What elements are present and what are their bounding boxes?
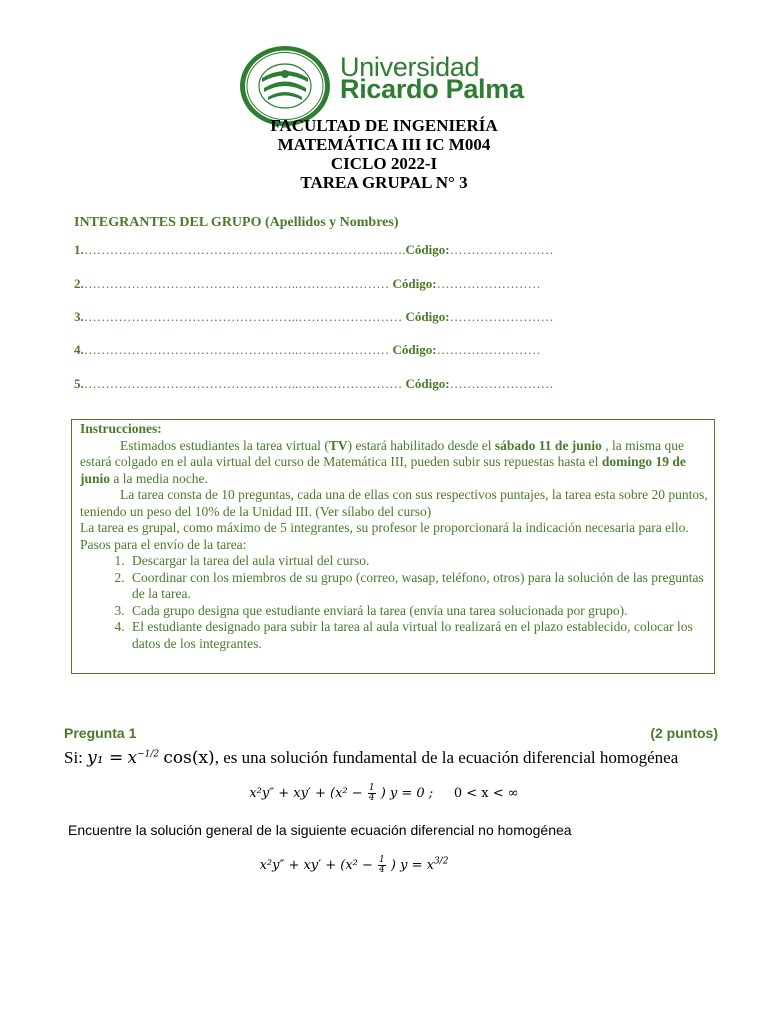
step-item: 1. Descargar la tarea del aula virtual del curso. — [128, 553, 708, 570]
university-name-line1: Universidad — [340, 52, 480, 82]
member-row[interactable] — [74, 342, 541, 358]
instructions-steps-heading: Pasos para el envío de la tarea: — [80, 536, 247, 552]
si-label: Si: — [64, 748, 83, 767]
fraction: $\frac{1}{4}$ — [379, 855, 385, 875]
faculty-title: FACULTAD DE INGENIERÍA — [270, 116, 498, 135]
member-number: 3. — [74, 309, 84, 324]
members-heading-text: INTEGRANTES DEL GRUPO — [74, 215, 262, 230]
step-item: 3. Cada grupo designa que estudiante enviará la tarea (envía una tarea solucionada por grupo). — [128, 603, 708, 620]
member-name-blank: …………………………………………..…………………… — [83, 376, 403, 391]
members-heading-note: (Apellidos y Nombres) — [264, 215, 399, 230]
y1-symbol: y₁ = — [87, 748, 124, 768]
member-code-label: Código: — [405, 309, 450, 324]
members-heading — [74, 215, 399, 231]
member-number: 2. — [74, 276, 84, 291]
member-code-blank: …………………… — [449, 309, 554, 324]
member-name-blank: ……………………………………………………………..…. — [83, 242, 406, 257]
fraction: $\frac{1}{4}$ — [368, 783, 375, 803]
question-prompt: Encuentre la solución general de la siguiente ecuación diferencial no homogénea — [68, 822, 572, 838]
member-name-blank: …………………………………………..…………………… — [83, 309, 403, 324]
step-item: 2. Coordinar con los miembros de su grupo (correo, wasap, teléfono, otros) para la solución de las preguntas de la tarea. — [128, 570, 708, 603]
member-number: 4. — [74, 342, 84, 357]
exponent: −1/2 — [137, 749, 160, 760]
x-symbol: x — [127, 748, 138, 768]
course-title: MATEMÁTICA III IC M004 — [277, 135, 491, 154]
member-number: 5. — [74, 376, 84, 391]
member-row[interactable] — [74, 376, 554, 392]
domain: 0 < x < ∞ — [453, 786, 519, 801]
member-code-blank: …………………… — [436, 276, 541, 291]
question-statement — [64, 748, 678, 768]
member-code-label: Código: — [392, 342, 437, 357]
instructions-steps — [80, 553, 708, 652]
assignment-title: TAREA GRUPAL N° 3 — [300, 173, 468, 192]
step-item: 4. El estudiante designado para subir la tarea al aula virtual lo realizará en el plazo establecido, colocar los datos de los integrantes. — [128, 619, 708, 652]
member-code-label: Código: — [405, 242, 450, 257]
member-row[interactable] — [74, 276, 541, 292]
document-titles — [0, 116, 768, 192]
homogeneous-equation: x²y″ + xy′ + (x² − $\frac{1}{4}$ ) y = 0 ; 0 < x < ∞ — [249, 783, 519, 803]
statement-text: , es una solución fundamental de la ecuación diferencial homogénea — [214, 748, 679, 767]
question-points: (2 puntos) — [650, 725, 718, 741]
member-name-blank: …………………………………………..………………… — [83, 276, 390, 291]
nonhomogeneous-equation: x²y″ + xy′ + (x² − $\frac{1}{4}$ ) $y = x^{3/2}$ — [259, 855, 449, 875]
member-name-blank: …………………………………………..………………… — [83, 342, 390, 357]
instructions-content — [80, 421, 708, 652]
instructions-title: Instrucciones: — [80, 421, 162, 436]
member-number: 1. — [74, 242, 84, 257]
instructions-paragraph: Estimados estudiantes la tarea virtual (TV) estará habilitado desde el sábado 11 de junio , la misma que estará colgado en el aula virtual del curso de Matemática III, pueden subir sus repuestas hasta el domingo 19 de junio a la media noche. — [80, 437, 686, 486]
member-code-label: Código: — [392, 276, 437, 291]
cycle-title: CICLO 2022-I — [330, 154, 438, 173]
member-row[interactable] — [74, 309, 554, 325]
instructions-paragraph: La tarea es grupal, como máximo de 5 integrantes, su profesor le proporcionará la indicación necesaria para ello. — [80, 520, 689, 535]
question-title: Pregunta 1 — [64, 725, 137, 741]
instructions-paragraph: La tarea consta de 10 preguntas, cada una de ellas con sus respectivos puntajes, la tarea esta sobre 20 puntos, teniendo un peso del 10% de la Unidad III. (Ver sílabo del curso) — [80, 487, 708, 519]
member-code-blank: …………………… — [449, 242, 554, 257]
member-code-blank: …………………… — [449, 376, 554, 391]
member-code-label: Código: — [405, 376, 450, 391]
member-code-blank: …………………… — [436, 342, 541, 357]
university-name-line2: Ricardo Palma — [340, 74, 524, 104]
member-row[interactable] — [74, 242, 554, 258]
exponent: 3/2 — [433, 856, 449, 867]
cos-term: cos(x) — [163, 748, 215, 768]
